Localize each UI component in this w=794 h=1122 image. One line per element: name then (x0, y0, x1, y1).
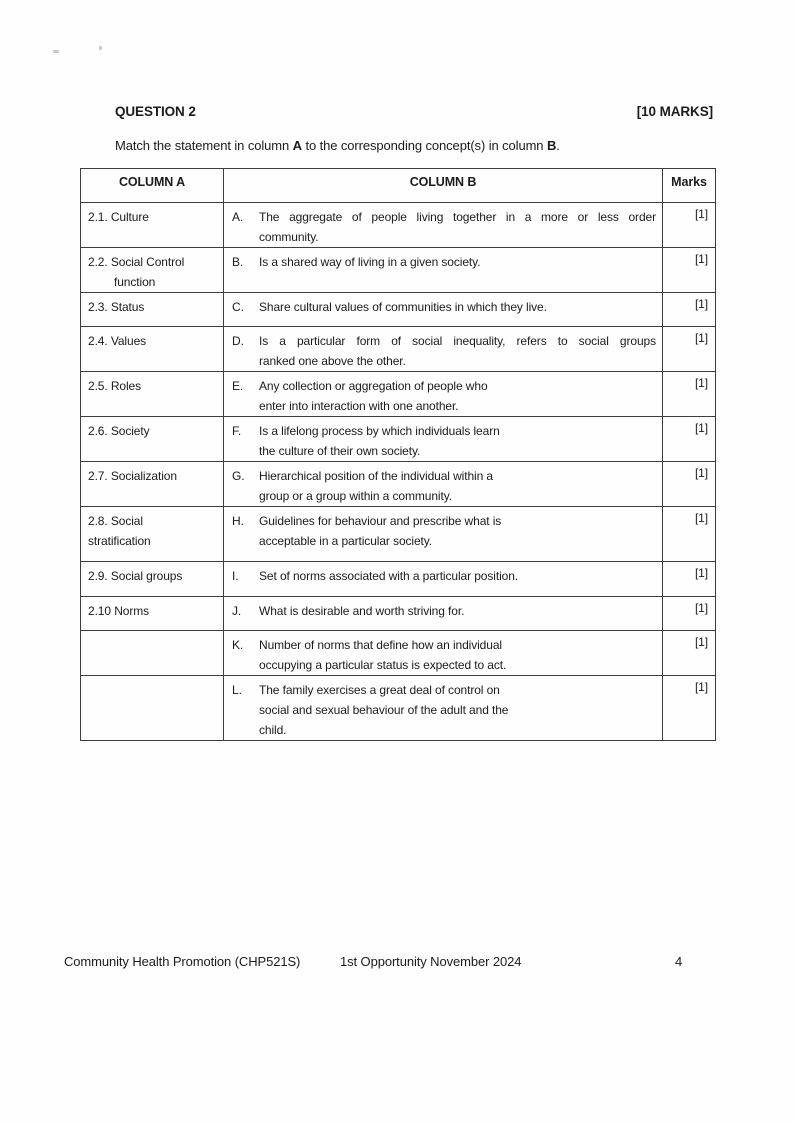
col-b-text: The aggregate of people living together in a more or less order (259, 210, 656, 224)
col-a-cell (81, 417, 224, 462)
col-a-cell (81, 562, 224, 597)
instruction-part: to the corresponding concept(s) in column (301, 138, 547, 153)
scan-smudge (99, 46, 102, 50)
col-b-text: Any collection or aggregation of people who (259, 379, 488, 393)
col-a-text: 2.1. Culture (88, 210, 149, 224)
col-b-text: community. (259, 230, 319, 244)
col-a-text: stratification (88, 534, 151, 548)
matching-table (80, 168, 716, 741)
marks-cell: [1] (663, 417, 716, 462)
col-a-cell (81, 203, 224, 248)
col-b-text: acceptable in a particular society. (259, 534, 433, 548)
col-b-text: social and sexual behaviour of the adult and the (259, 703, 509, 717)
col-b-text: Hierarchical position of the individual within a (259, 469, 493, 483)
col-a-text: 2.6. Society (88, 424, 150, 438)
marks-cell: [1] (663, 562, 716, 597)
column-a-header: COLUMN A (81, 169, 224, 203)
col-a-text: 2.3. Status (88, 300, 145, 314)
col-b-cell (224, 562, 663, 597)
table-row (81, 417, 716, 462)
col-a-text: 2.2. Social Control (88, 255, 185, 269)
marks-cell: [1] (663, 372, 716, 417)
col-b-cell (224, 597, 663, 631)
item-letter: J. (232, 604, 242, 618)
marks-cell: [1] (663, 507, 716, 562)
col-b-text: enter into interaction with one another. (259, 399, 459, 413)
col-b-text: Is a lifelong process by which individuals learn (259, 424, 500, 438)
instruction-bold-a: A (292, 138, 302, 153)
col-a-cell (81, 327, 224, 372)
item-letter: B. (232, 255, 244, 269)
col-b-cell (224, 631, 663, 676)
col-a-cell (81, 372, 224, 417)
col-b-cell (224, 327, 663, 372)
instruction-part: Match the statement in column (115, 138, 293, 153)
marks-cell: [1] (663, 327, 716, 372)
table-header-row (81, 169, 716, 203)
col-a-cell (81, 248, 224, 293)
item-letter: A. (232, 210, 244, 224)
table-row (81, 327, 716, 372)
col-a-text: 2.8. Social (88, 514, 143, 528)
col-a-cell (81, 676, 224, 741)
item-letter: I. (232, 569, 239, 583)
col-b-cell (224, 462, 663, 507)
marks-cell: [1] (663, 631, 716, 676)
col-b-text: Number of norms that define how an individual (259, 638, 502, 652)
col-a-cell (81, 597, 224, 631)
item-letter: K. (232, 638, 244, 652)
col-a-text: 2.7. Socialization (88, 469, 177, 483)
marks-cell: [1] (663, 676, 716, 741)
question-marks-total: [10 MARKS] (636, 104, 713, 119)
col-a-text: 2.4. Values (88, 334, 147, 348)
col-b-cell (224, 203, 663, 248)
table-row (81, 248, 716, 293)
col-b-text: child. (259, 723, 287, 737)
col-b-text: the culture of their own society. (259, 444, 421, 458)
table-row (81, 372, 716, 417)
col-a-cell (81, 293, 224, 327)
instruction-part: . (556, 138, 560, 153)
table-row (81, 462, 716, 507)
col-a-cell (81, 631, 224, 676)
col-b-cell (224, 507, 663, 562)
item-letter: E. (232, 379, 244, 393)
marks-cell: [1] (663, 462, 716, 507)
col-b-text: Is a shared way of living in a given society. (259, 255, 481, 269)
col-b-text: The family exercises a great deal of control on (259, 683, 500, 697)
marks-cell: [1] (663, 248, 716, 293)
col-b-text: Share cultural values of communities in which they live. (259, 300, 547, 314)
item-letter: L. (232, 683, 242, 697)
table-row (81, 597, 716, 631)
col-a-text: 2.10 Norms (88, 604, 150, 618)
col-b-text: Guidelines for behaviour and prescribe what is (259, 514, 502, 528)
col-b-cell (224, 417, 663, 462)
col-b-text: ranked one above the other. (259, 354, 406, 368)
instruction-text (115, 138, 560, 153)
col-a-text: 2.9. Social groups (88, 569, 183, 583)
item-letter: H. (232, 514, 244, 528)
col-b-text: Set of norms associated with a particular position. (259, 569, 519, 583)
col-b-text: Is a particular form of social inequality, refers to social groups (259, 334, 656, 348)
table-row (81, 507, 716, 562)
col-b-cell (224, 372, 663, 417)
question-header (115, 104, 713, 119)
marks-cell: [1] (663, 597, 716, 631)
col-a-text: 2.5. Roles (88, 379, 142, 393)
instruction-bold-b: B (546, 138, 557, 153)
item-letter: D. (232, 334, 244, 348)
question-title: QUESTION 2 (115, 104, 196, 119)
marks-cell: [1] (663, 293, 716, 327)
item-letter: F. (232, 424, 242, 438)
col-a-text: function (114, 275, 156, 289)
table-row (81, 562, 716, 597)
col-b-text: group or a group within a community. (259, 489, 452, 503)
item-letter: C. (232, 300, 244, 314)
col-b-cell (224, 248, 663, 293)
marks-header: Marks (663, 169, 716, 203)
scan-smudge (53, 50, 59, 53)
col-b-text: What is desirable and worth striving for. (259, 604, 465, 618)
footer-course: Community Health Promotion (CHP521S) (64, 954, 301, 969)
marks-cell: [1] (663, 203, 716, 248)
item-letter: G. (232, 469, 245, 483)
footer-page-number: 4 (675, 954, 683, 969)
footer-session: 1st Opportunity November 2024 (340, 954, 522, 969)
table-row (81, 293, 716, 327)
col-b-text: occupying a particular status is expected to act. (259, 658, 507, 672)
col-b-cell (224, 676, 663, 741)
column-b-header: COLUMN B (224, 169, 663, 203)
table-row (81, 203, 716, 248)
col-b-cell (224, 293, 663, 327)
col-a-cell (81, 462, 224, 507)
table-row (81, 676, 716, 741)
table-row (81, 631, 716, 676)
col-a-cell (81, 507, 224, 562)
